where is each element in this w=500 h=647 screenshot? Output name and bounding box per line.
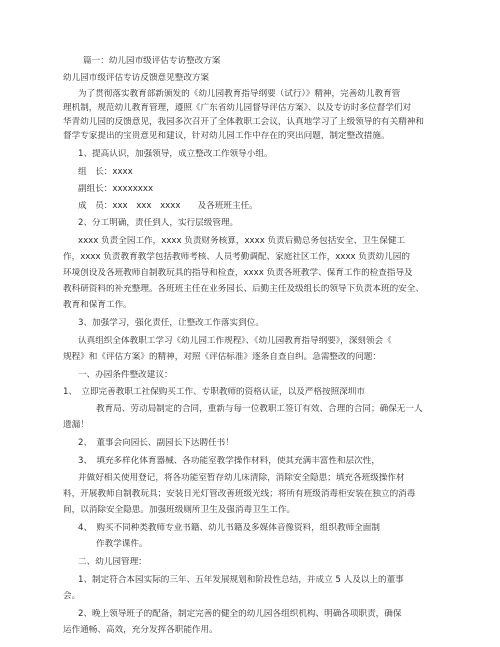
paragraph-line: 运作通畅、高效，充分发挥各职能作用。 bbox=[63, 625, 218, 635]
paragraph-line: 作教学课件。 bbox=[96, 539, 148, 549]
section-heading: 一、办园条件整改建议： bbox=[78, 370, 173, 380]
document-title: 篇一：幼儿园市级评估专访整改方案 bbox=[83, 56, 221, 66]
paragraph-line: 并做好相关使用登记，将各功能室暂存幼儿床清除，消除安全隐患；填充各班级操作材 bbox=[78, 473, 405, 483]
paragraph-line: 副组长：xxxxxxxx bbox=[78, 184, 154, 194]
section-heading: 3、加强学习，强化责任，让整改工作落实到位。 bbox=[78, 318, 264, 328]
paragraph-line: 会。 bbox=[63, 591, 81, 601]
paragraph-line: xxxx 负责全园工作，xxxx 负责财务核算，xxxx 负责后勤总务包括安全、卫生保健工 bbox=[78, 236, 406, 246]
paragraph-line: 2、晚上领导班子的配备，制定完善的健全的幼儿园各组织机构、明确各项职责，确保 bbox=[78, 609, 402, 619]
paragraph-line: 料，开展教师自制教玩具；安装日光灯管改善班级光线；将所有班级消毒柜安装在独立的消毒 bbox=[63, 489, 416, 499]
paragraph-line: 为了贯彻落实教育部新颁发的《幼儿园教育指导纲要（试行）》精神，完善幼儿教育管 bbox=[78, 89, 401, 99]
paragraph-line: 成 员：xxx xxx xxxx 及各班班主任。 bbox=[78, 201, 258, 211]
paragraph-line: 教科研资料的补充整理。各班班主任在业务园长、后勤主任及级组长的领导下负责本班的安全、 bbox=[63, 284, 424, 294]
paragraph-line: 教育和保育工作。 bbox=[63, 300, 132, 310]
section-heading: 1、提高认识，加强领导，成立整改工作领导小组。 bbox=[78, 149, 273, 159]
section-heading: 二、幼儿园管理： bbox=[78, 557, 147, 567]
document-subtitle: 幼儿园市级评估专访反馈意见整改方案 bbox=[63, 73, 210, 83]
paragraph-line: 作，xxxx 负责教育教学包括教师考核、人员考勤调配、家庭社区工作，xxxx 负责幼儿园的 bbox=[63, 252, 410, 262]
paragraph-line: 1、制定符合本园实际的三年、五年发展规划和阶段性总结，并成立 5 人及以上的董事 bbox=[78, 575, 404, 585]
paragraph-line: 组 长：xxxx bbox=[78, 167, 133, 177]
paragraph-line: 间，以消除安全隐患。加强班级厕所卫生及强消毒卫生工作。 bbox=[63, 505, 296, 515]
paragraph-line: 4、 购买不同种类教师专业书籍、幼儿书籍及多媒体音像资料，组织教师全面制 bbox=[78, 523, 380, 533]
paragraph-line: 环境创设及各班教师自制教玩具的指导和检查，xxxx 负责各班教学、保育工作的检查指导及 bbox=[63, 268, 413, 278]
paragraph-line: 2、 董事会向园长、副园长下达聘任书！ bbox=[78, 438, 234, 448]
paragraph-line: 教育局、劳动局制定的合同，重新与每一位教职工签订有效、合理的合同；确保无一人 bbox=[96, 404, 423, 414]
paragraph-line: 认真组织全体教职工学习《幼儿园工作规程》、《幼儿园教育指导纲要》，深刻领会《 bbox=[78, 336, 392, 346]
paragraph-line: 规程》和《评估方案》的精神，对照《评估标准》逐条自查自纠。急需整改的问题： bbox=[63, 352, 381, 362]
paragraph-line: 华青幼儿园的反馈意见，我园多次召开了全体教职工会议，认真地学习了上级领导的有关精神和 bbox=[63, 117, 424, 127]
paragraph-line: 1、 立即完善教职工社保购买工作、专职教师的资格认证，以及严格按照深圳市 bbox=[63, 387, 365, 397]
paragraph-line: 督学专家提出的宝贵意见和建议，针对幼儿园工作中存在的突出问题，制定整改措施。 bbox=[63, 131, 390, 141]
section-heading: 2、分工明确，责任到人，实行层级管理。 bbox=[78, 218, 239, 228]
paragraph-line: 遗漏！ bbox=[63, 420, 89, 430]
paragraph-line: 理机制，规范幼儿教育管理，遵照《广东省幼儿园督导评估方案》、以及专访时多位督学们对 bbox=[63, 103, 412, 113]
paragraph-line: 3、 填充多样化体育器械、各功能室教学操作材料，使其充满丰富性和层次性， bbox=[78, 456, 380, 466]
